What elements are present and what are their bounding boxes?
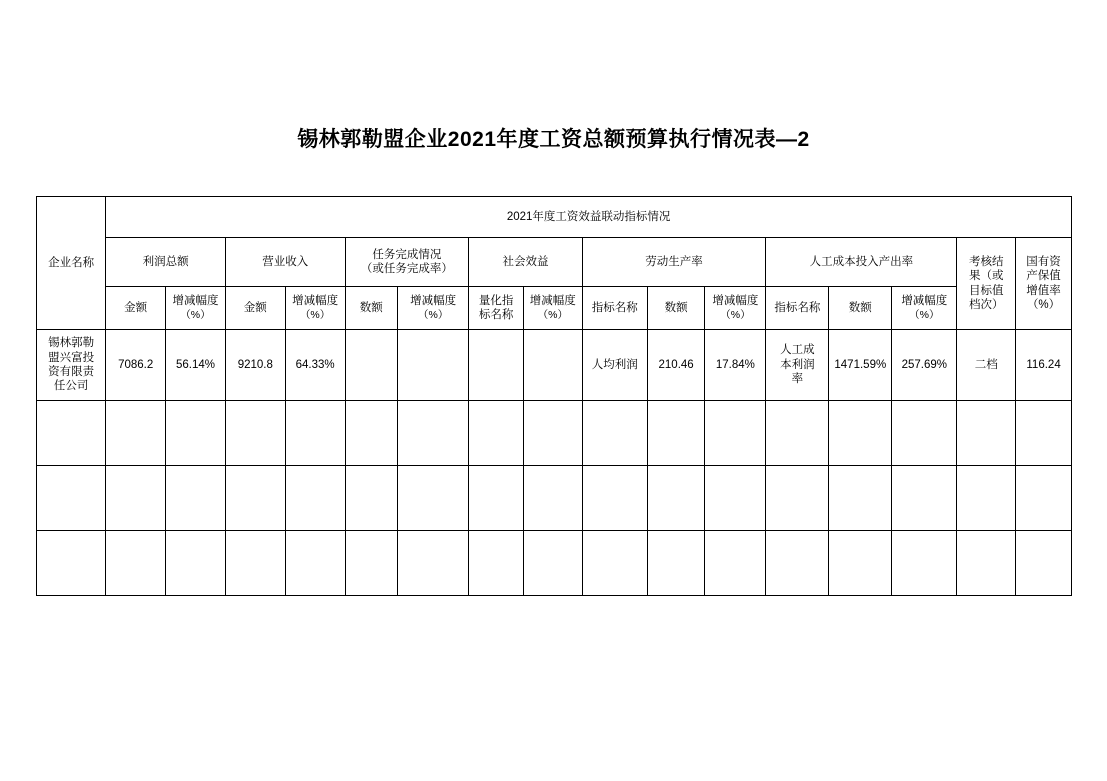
header-assessment-line1: 考核结 <box>968 255 1004 268</box>
cell-revenue-amount <box>225 466 285 531</box>
header-revenue-amount: 金额 <box>225 287 285 330</box>
cell-task-amount <box>345 466 397 531</box>
cell-task-amount <box>345 401 397 466</box>
cell-productivity-amount: 210.46 <box>647 330 705 401</box>
header-productivity-change-rate-line1: 增减幅度 <box>712 295 759 308</box>
cell-state-asset <box>1016 531 1072 596</box>
cell-productivity-rate <box>705 401 766 466</box>
wage-budget-table <box>36 196 1072 596</box>
cell-company-name <box>37 401 106 466</box>
cell-social-index <box>469 531 524 596</box>
cell-revenue-amount <box>225 401 285 466</box>
cell-labor-name <box>766 466 829 531</box>
cell-productivity-name <box>582 531 647 596</box>
cell-labor-rate <box>892 466 957 531</box>
header-state-asset-line2: 产保值 <box>1026 270 1061 283</box>
header-labor-cost-output: 人工成本投入产出率 <box>766 238 957 287</box>
table-row <box>37 466 1072 531</box>
header-labor-indicator-name: 指标名称 <box>766 287 829 330</box>
header-productivity-quantity: 数额 <box>647 287 705 330</box>
cell-state-asset: 116.24 <box>1016 330 1072 401</box>
cell-task-amount <box>345 531 397 596</box>
header-revenue-change-rate-line2: （%） <box>299 308 331 321</box>
cell-assessment-result <box>957 531 1016 596</box>
header-assessment-line2: 果（或 <box>968 270 1004 283</box>
cell-labor-amount <box>829 401 892 466</box>
cell-productivity-rate <box>705 466 766 531</box>
page-title: 锡林郭勒盟企业2021年度工资总额预算执行情况表—2 <box>297 128 810 151</box>
header-labor-change-rate-line1: 增减幅度 <box>901 295 948 308</box>
header-assessment-line3: 目标值 <box>968 284 1004 297</box>
header-social-quant-index-line2: 标名称 <box>478 309 514 321</box>
table-header-row-level2 <box>37 238 1072 287</box>
labor-name-line2: 本利润 <box>780 358 815 371</box>
header-labor-change-rate-line2: （%） <box>909 308 940 321</box>
header-group-title: 2021年度工资效益联动指标情况 <box>106 197 1072 238</box>
header-social-change-rate-line1: 增减幅度 <box>529 295 576 308</box>
cell-profit-rate <box>166 401 226 466</box>
header-task-change-rate-line1: 增减幅度 <box>410 295 457 308</box>
cell-social-rate <box>523 330 582 401</box>
cell-productivity-name: 人均利润 <box>582 330 647 401</box>
labor-name-line1: 人工成 <box>780 344 815 357</box>
cell-profit-rate <box>166 466 226 531</box>
table-row <box>37 330 1072 401</box>
cell-productivity-rate <box>705 531 766 596</box>
cell-task-rate <box>397 330 468 401</box>
header-assessment-line4: 档次） <box>968 298 1004 311</box>
cell-labor-rate <box>892 401 957 466</box>
cell-state-asset <box>1016 466 1072 531</box>
header-task-completion-line1: 任务完成情况 <box>372 248 442 261</box>
header-profit-amount: 金额 <box>106 287 166 330</box>
cell-task-rate <box>397 531 468 596</box>
header-task-quantity: 数额 <box>345 287 397 330</box>
header-productivity-change-rate <box>705 287 766 330</box>
header-productivity-change-rate-line2: （%） <box>720 308 751 321</box>
header-state-asset-preservation <box>1016 238 1072 330</box>
header-company-name: 企业名称 <box>37 197 106 330</box>
cell-task-rate <box>397 466 468 531</box>
cell-profit-amount <box>106 401 166 466</box>
cell-company-name <box>37 466 106 531</box>
header-state-asset-line1: 国有资 <box>1026 255 1061 268</box>
company-name-line1: 锡林郭勒 <box>48 337 95 350</box>
header-social-quant-index-line1: 量化指 <box>478 294 514 307</box>
cell-social-rate <box>523 531 582 596</box>
cell-state-asset <box>1016 401 1072 466</box>
cell-labor-rate <box>892 531 957 596</box>
cell-profit-amount <box>106 531 166 596</box>
cell-social-index <box>469 330 524 401</box>
cell-profit-amount <box>106 466 166 531</box>
table-row <box>37 401 1072 466</box>
header-social-quant-index <box>469 287 524 330</box>
cell-revenue-amount: 9210.8 <box>225 330 285 401</box>
header-task-change-rate-line2: （%） <box>417 308 449 321</box>
cell-labor-name <box>766 531 829 596</box>
cell-task-rate <box>397 401 468 466</box>
cell-productivity-name <box>582 466 647 531</box>
cell-productivity-amount <box>647 531 705 596</box>
cell-revenue-amount <box>225 531 285 596</box>
cell-productivity-amount <box>647 466 705 531</box>
header-task-change-rate <box>397 287 468 330</box>
header-task-completion <box>345 238 469 287</box>
labor-name-line3: 率 <box>791 373 804 386</box>
cell-revenue-rate <box>285 466 345 531</box>
cell-productivity-amount <box>647 401 705 466</box>
header-assessment-result <box>957 238 1016 330</box>
company-name-line4: 任公司 <box>53 380 89 393</box>
cell-revenue-rate <box>285 401 345 466</box>
header-operating-revenue: 营业收入 <box>225 238 345 287</box>
cell-labor-rate: 257.69% <box>892 330 957 401</box>
header-labor-quantity: 数额 <box>829 287 892 330</box>
header-profit-change-rate-line2: （%） <box>180 308 211 321</box>
cell-profit-amount: 7086.2 <box>106 330 166 401</box>
wage-budget-table-container <box>36 196 1072 596</box>
header-profit-total: 利润总额 <box>106 238 226 287</box>
cell-labor-amount <box>829 531 892 596</box>
header-profit-change-rate-line1: 增减幅度 <box>172 295 219 308</box>
header-social-change-rate <box>523 287 582 330</box>
cell-company-name <box>37 531 106 596</box>
table-header-row-level3 <box>37 287 1072 330</box>
cell-labor-name <box>766 330 829 401</box>
cell-profit-rate <box>166 531 226 596</box>
header-state-asset-line4: （%） <box>1026 298 1061 311</box>
header-social-benefit: 社会效益 <box>469 238 582 287</box>
cell-labor-amount <box>829 466 892 531</box>
table-header-row-group <box>37 197 1072 238</box>
cell-labor-name <box>766 401 829 466</box>
header-social-change-rate-line2: （%） <box>537 308 568 321</box>
cell-task-amount <box>345 330 397 401</box>
cell-assessment-result <box>957 401 1016 466</box>
cell-profit-rate: 56.14% <box>166 330 226 401</box>
company-name-line2: 盟兴富投 <box>48 351 95 364</box>
header-revenue-change-rate <box>285 287 345 330</box>
company-name-line3: 资有限责 <box>48 366 95 378</box>
header-revenue-change-rate-line1: 增减幅度 <box>292 295 339 308</box>
cell-labor-amount: 1471.59% <box>829 330 892 401</box>
cell-assessment-result <box>957 466 1016 531</box>
cell-social-index <box>469 466 524 531</box>
header-labor-change-rate <box>892 287 957 330</box>
cell-revenue-rate <box>285 531 345 596</box>
header-state-asset-line3: 增值率 <box>1026 284 1061 297</box>
header-labor-productivity: 劳动生产率 <box>582 238 766 287</box>
cell-productivity-rate: 17.84% <box>705 330 766 401</box>
cell-social-rate <box>523 466 582 531</box>
cell-revenue-rate: 64.33% <box>285 330 345 401</box>
header-productivity-indicator-name: 指标名称 <box>582 287 647 330</box>
table-row <box>37 531 1072 596</box>
cell-assessment-result: 二档 <box>957 330 1016 401</box>
header-profit-change-rate <box>166 287 226 330</box>
cell-social-rate <box>523 401 582 466</box>
cell-social-index <box>469 401 524 466</box>
header-task-completion-line2: （或任务完成率） <box>360 263 453 275</box>
cell-company-name <box>37 330 106 401</box>
cell-productivity-name <box>582 401 647 466</box>
